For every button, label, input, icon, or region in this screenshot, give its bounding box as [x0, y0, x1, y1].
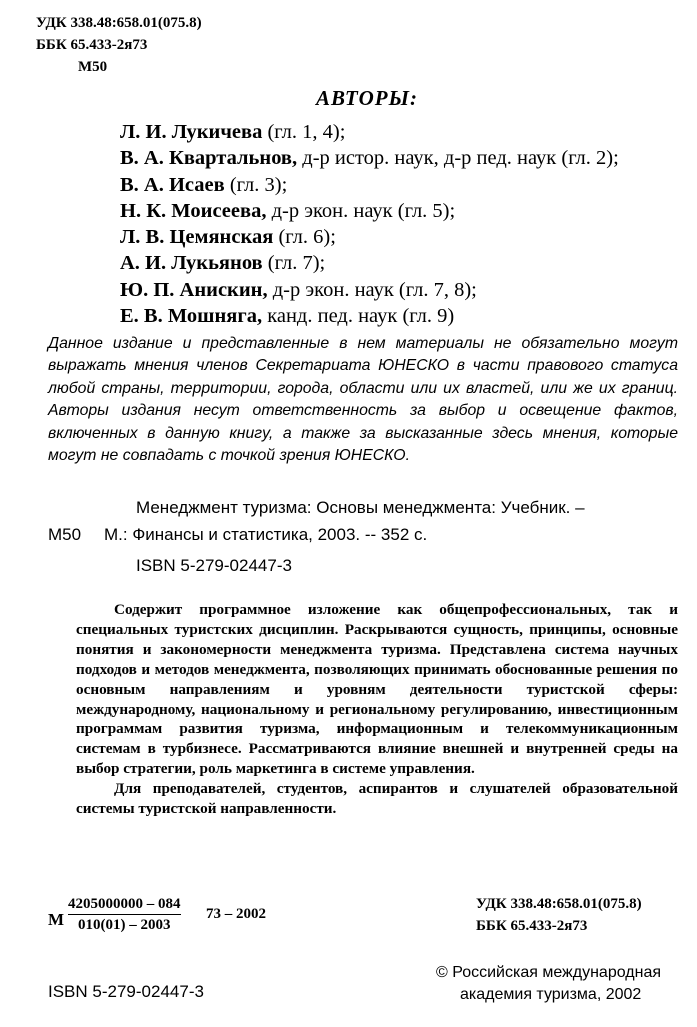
- author-line: [120, 224, 619, 250]
- author-role: д-р экон. наук (гл. 5);: [266, 199, 456, 222]
- copyright-line-1: © Российская международная: [436, 964, 662, 981]
- annotation-audience: Для преподавателей, студентов, аспирантов и слушателей образовательной системы туристской направленности.: [76, 780, 678, 818]
- footer-isbn: ISBN 5-279-02447-3: [48, 982, 204, 1001]
- authors-list: [120, 119, 619, 329]
- author-line: [120, 145, 619, 171]
- bbk-code: ББК 65.433-2я73: [36, 37, 148, 53]
- author-name: В. А. Квартальнов,: [120, 147, 298, 170]
- udk-code: УДК 338.48:658.01(075.8): [36, 15, 202, 31]
- footer-udk: УДК 338.48:658.01(075.8): [476, 896, 642, 912]
- footer-code-fraction: [68, 896, 181, 934]
- biblio-mark: М50: [48, 525, 82, 544]
- author-line: [120, 277, 619, 303]
- author-role: (гл. 3);: [224, 173, 288, 196]
- annotation: [76, 600, 678, 819]
- annotation-paragraph: Содержит программное изложение как общепрофессиональных, так и специальных туристских дисциплин. Раскрываются сущность, принципы, основные понятия и закономерности менеджмента туризма. Представлена система научных подходов и методов менеджмента, позволяющих принимать обоснованные решения по основным направлениям и уровням деятельности туристской сферы: международному, национальному и региональному регулированию, инвестиционным программам развития туризма, информационным и телекоммуникационным системам в турбизнесе. Рассматриваются влияние внешней и внутренней среды на выбор стратегии, роль маркетинга в системе управления.: [76, 601, 678, 778]
- author-name: Ю. П. Анискин,: [120, 278, 268, 301]
- author-name: А. И. Лукьянов: [120, 252, 263, 275]
- copyright: [436, 962, 661, 1006]
- biblio-publisher-line: М.: Финансы и статистика, 2003. -- 352 с.: [104, 525, 428, 544]
- author-role: канд. пед. наук (гл. 9): [262, 305, 455, 328]
- unesco-disclaimer: Данное издание и представленные в нем материалы не обязательно могут выражать мнения членов Секретариата ЮНЕСКО в части правового статуса любой страны, территории, города, области или их властей, или же их границ. Авторы издания несут ответственность за выбор и освещение фактов, включенных в данную книгу, а также за высказанные здесь мнения, которые могут не совпадать с точкой зрения ЮНЕСКО.: [48, 335, 678, 465]
- author-role: д-р истор. наук, д-р пед. наук (гл. 2);: [297, 147, 619, 170]
- author-line: [120, 119, 619, 145]
- footer-bbk: ББК 65.433-2я73: [476, 918, 588, 934]
- author-name: Л. В. Цемянская: [120, 226, 274, 249]
- author-role: (гл. 1, 4);: [262, 121, 346, 143]
- author-mark: М50: [78, 59, 108, 75]
- biblio-title-line: Менеджмент туризма: Основы менеджмента: Учебник. –: [136, 498, 585, 517]
- author-role: д-р экон. наук (гл. 7, 8);: [267, 278, 477, 301]
- author-role: (гл. 7);: [262, 252, 326, 275]
- authors-title: АВТОРЫ:: [316, 86, 418, 110]
- fraction-numerator: 4205000000 – 084: [68, 896, 181, 915]
- author-role: (гл. 6);: [273, 226, 336, 249]
- author-line: [120, 250, 619, 276]
- footer-m-letter: М: [48, 910, 65, 929]
- author-name: В. А. Исаев: [120, 173, 225, 196]
- fraction-denominator: 010(01) – 2003: [78, 917, 171, 933]
- author-name: Н. К. Моисеева,: [120, 199, 267, 222]
- author-line: [120, 198, 619, 224]
- author-name: Е. В. Мошняга,: [120, 305, 263, 328]
- biblio-isbn: ISBN 5-279-02447-3: [136, 556, 292, 575]
- copyright-line-2: академия туризма, 2002: [460, 986, 642, 1003]
- author-name: Л. И. Лукичева: [120, 121, 263, 143]
- author-line: [120, 172, 619, 198]
- footer-code-suffix: 73 – 2002: [206, 906, 266, 922]
- author-line: [120, 303, 619, 329]
